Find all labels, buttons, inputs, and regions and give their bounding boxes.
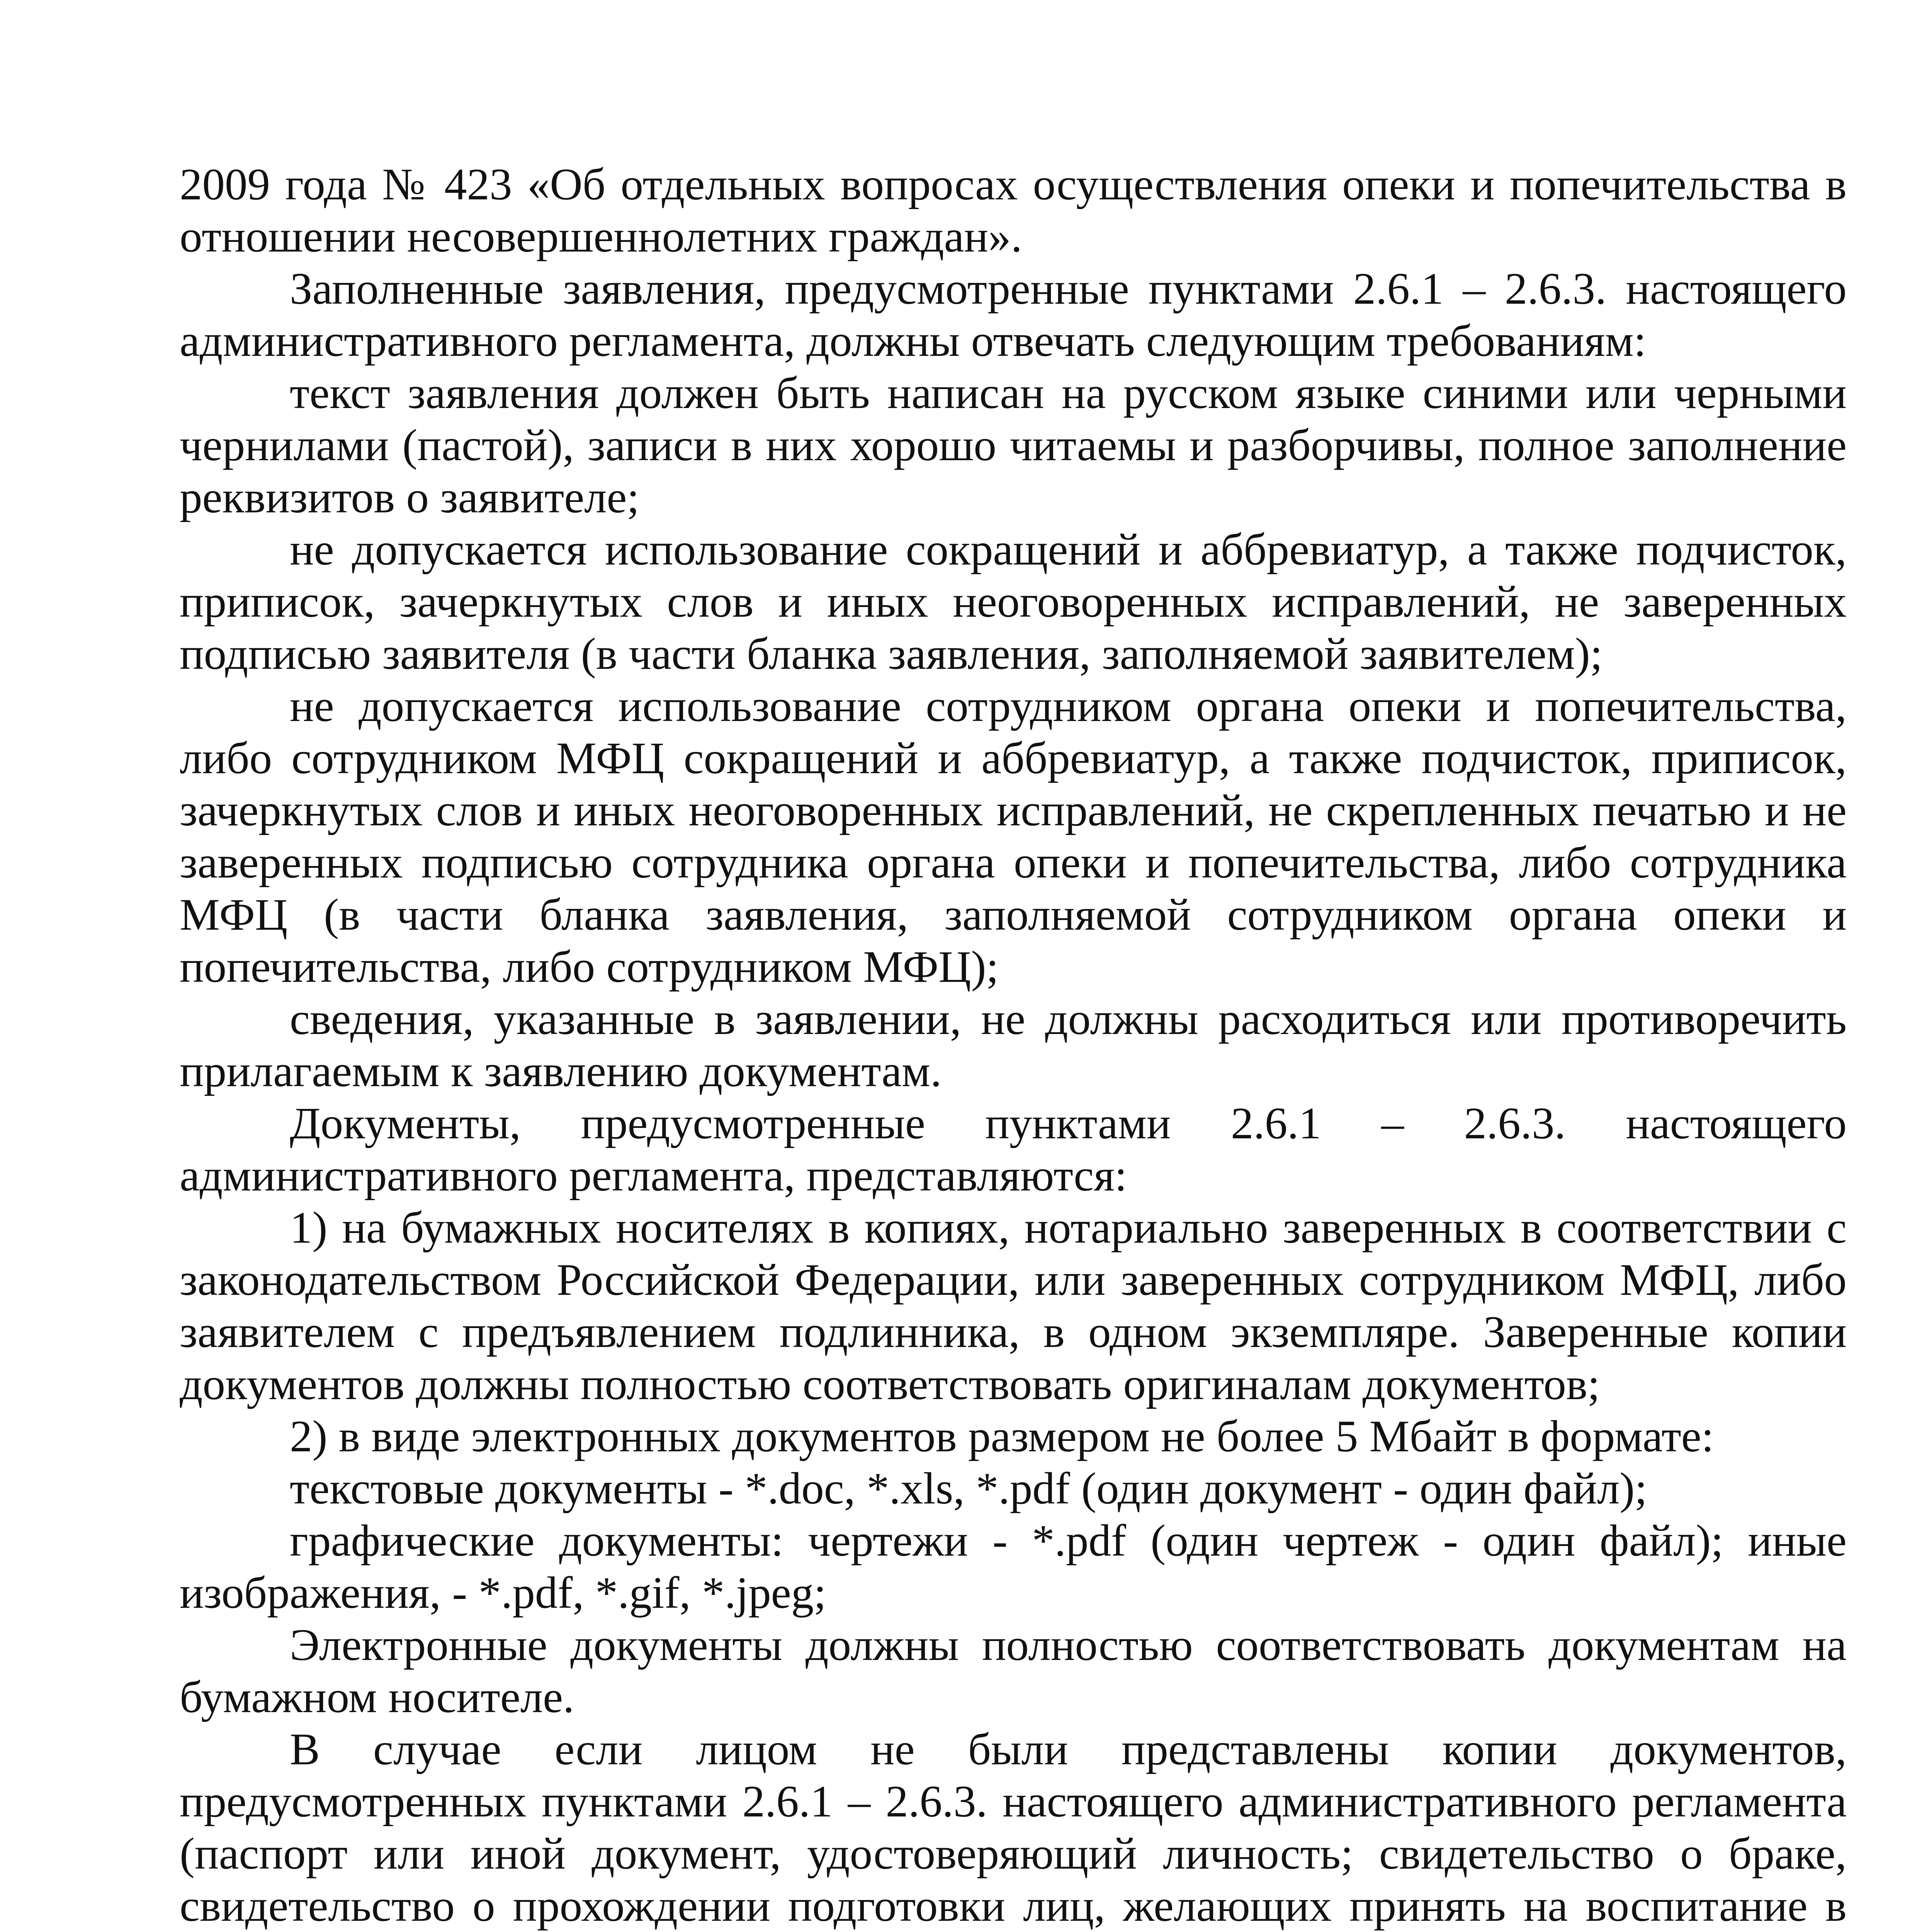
paragraph: Документы, предусмотренные пунктами 2.6.1 – 2.6.3. настоящего административного регламента, представляются:	[180, 1099, 1847, 1201]
paragraph: текстовые документы - *.doc, *.xls, *.pdf (один документ - один файл);	[290, 1464, 1647, 1514]
paragraph: В случае если лицом не были представлены копии документов, предусмотренных пунктами 2.6.1 – 2.6.3. настоящего административного регламента (паспорт или иной документ, удостоверяющий личность; свидетельство о браке, свидетельство о прохождении подготовки лиц, желающих принять на воспитание в	[180, 1725, 1847, 1931]
paragraph: не допускается использование сотрудником органа опеки и попечительства, либо сотрудником МФЦ сокращений и аббревиатур, а также подчисток, приписок, зачеркнутых слов и иных неоговоренных исправлений, не скрепленных печатью и не заверенных подписью сотрудника органа опеки и попечительства, либо сотрудника МФЦ (в части бланка заявления, заполняемой сотрудником органа опеки и попечительства, либо сотрудником МФЦ);	[180, 681, 1847, 992]
paragraph: текст заявления должен быть написан на русском языке синими или черными чернилами (пастой), записи в них хорошо читаемы и разборчивы, полное заполнение реквизитов о заявителе;	[180, 368, 1847, 522]
paragraph: 1) на бумажных носителях в копиях, нотариально заверенных в соответствии с законодательством Российской Федерации, или заверенных сотрудником МФЦ, либо заявителем с предъявлением подлинника, в одном экземпляре. Заверенные копии документов должны полностью соответствовать оригиналам документов;	[180, 1203, 1847, 1409]
paragraph: Заполненные заявления, предусмотренные пунктами 2.6.1 – 2.6.3. настоящего административного регламента, должны отвечать следующим требованиям:	[180, 264, 1847, 366]
document-body	[180, 158, 1847, 1932]
paragraph: не допускается использование сокращений и аббревиатур, а также подчисток, приписок, зачеркнутых слов и иных неоговоренных исправлений, не заверенных подписью заявителя (в части бланка заявления, заполняемой заявителем);	[180, 525, 1847, 679]
paragraph: графические документы: чертежи - *.pdf (один чертеж - один файл); иные изображения, - *.pdf, *.gif, *.jpeg;	[180, 1516, 1847, 1618]
paragraph: сведения, указанные в заявлении, не должны расходиться или противоречить прилагаемым к заявлению документам.	[180, 994, 1847, 1096]
paragraph: 2) в виде электронных документов размером не более 5 Мбайт в формате:	[290, 1412, 1714, 1461]
paragraph: 2009 года № 423 «Об отдельных вопросах осуществления опеки и попечительства в отношении несовершеннолетних граждан».	[180, 160, 1847, 262]
paragraph: Электронные документы должны полностью соответствовать документам на бумажном носителе.	[180, 1620, 1847, 1722]
